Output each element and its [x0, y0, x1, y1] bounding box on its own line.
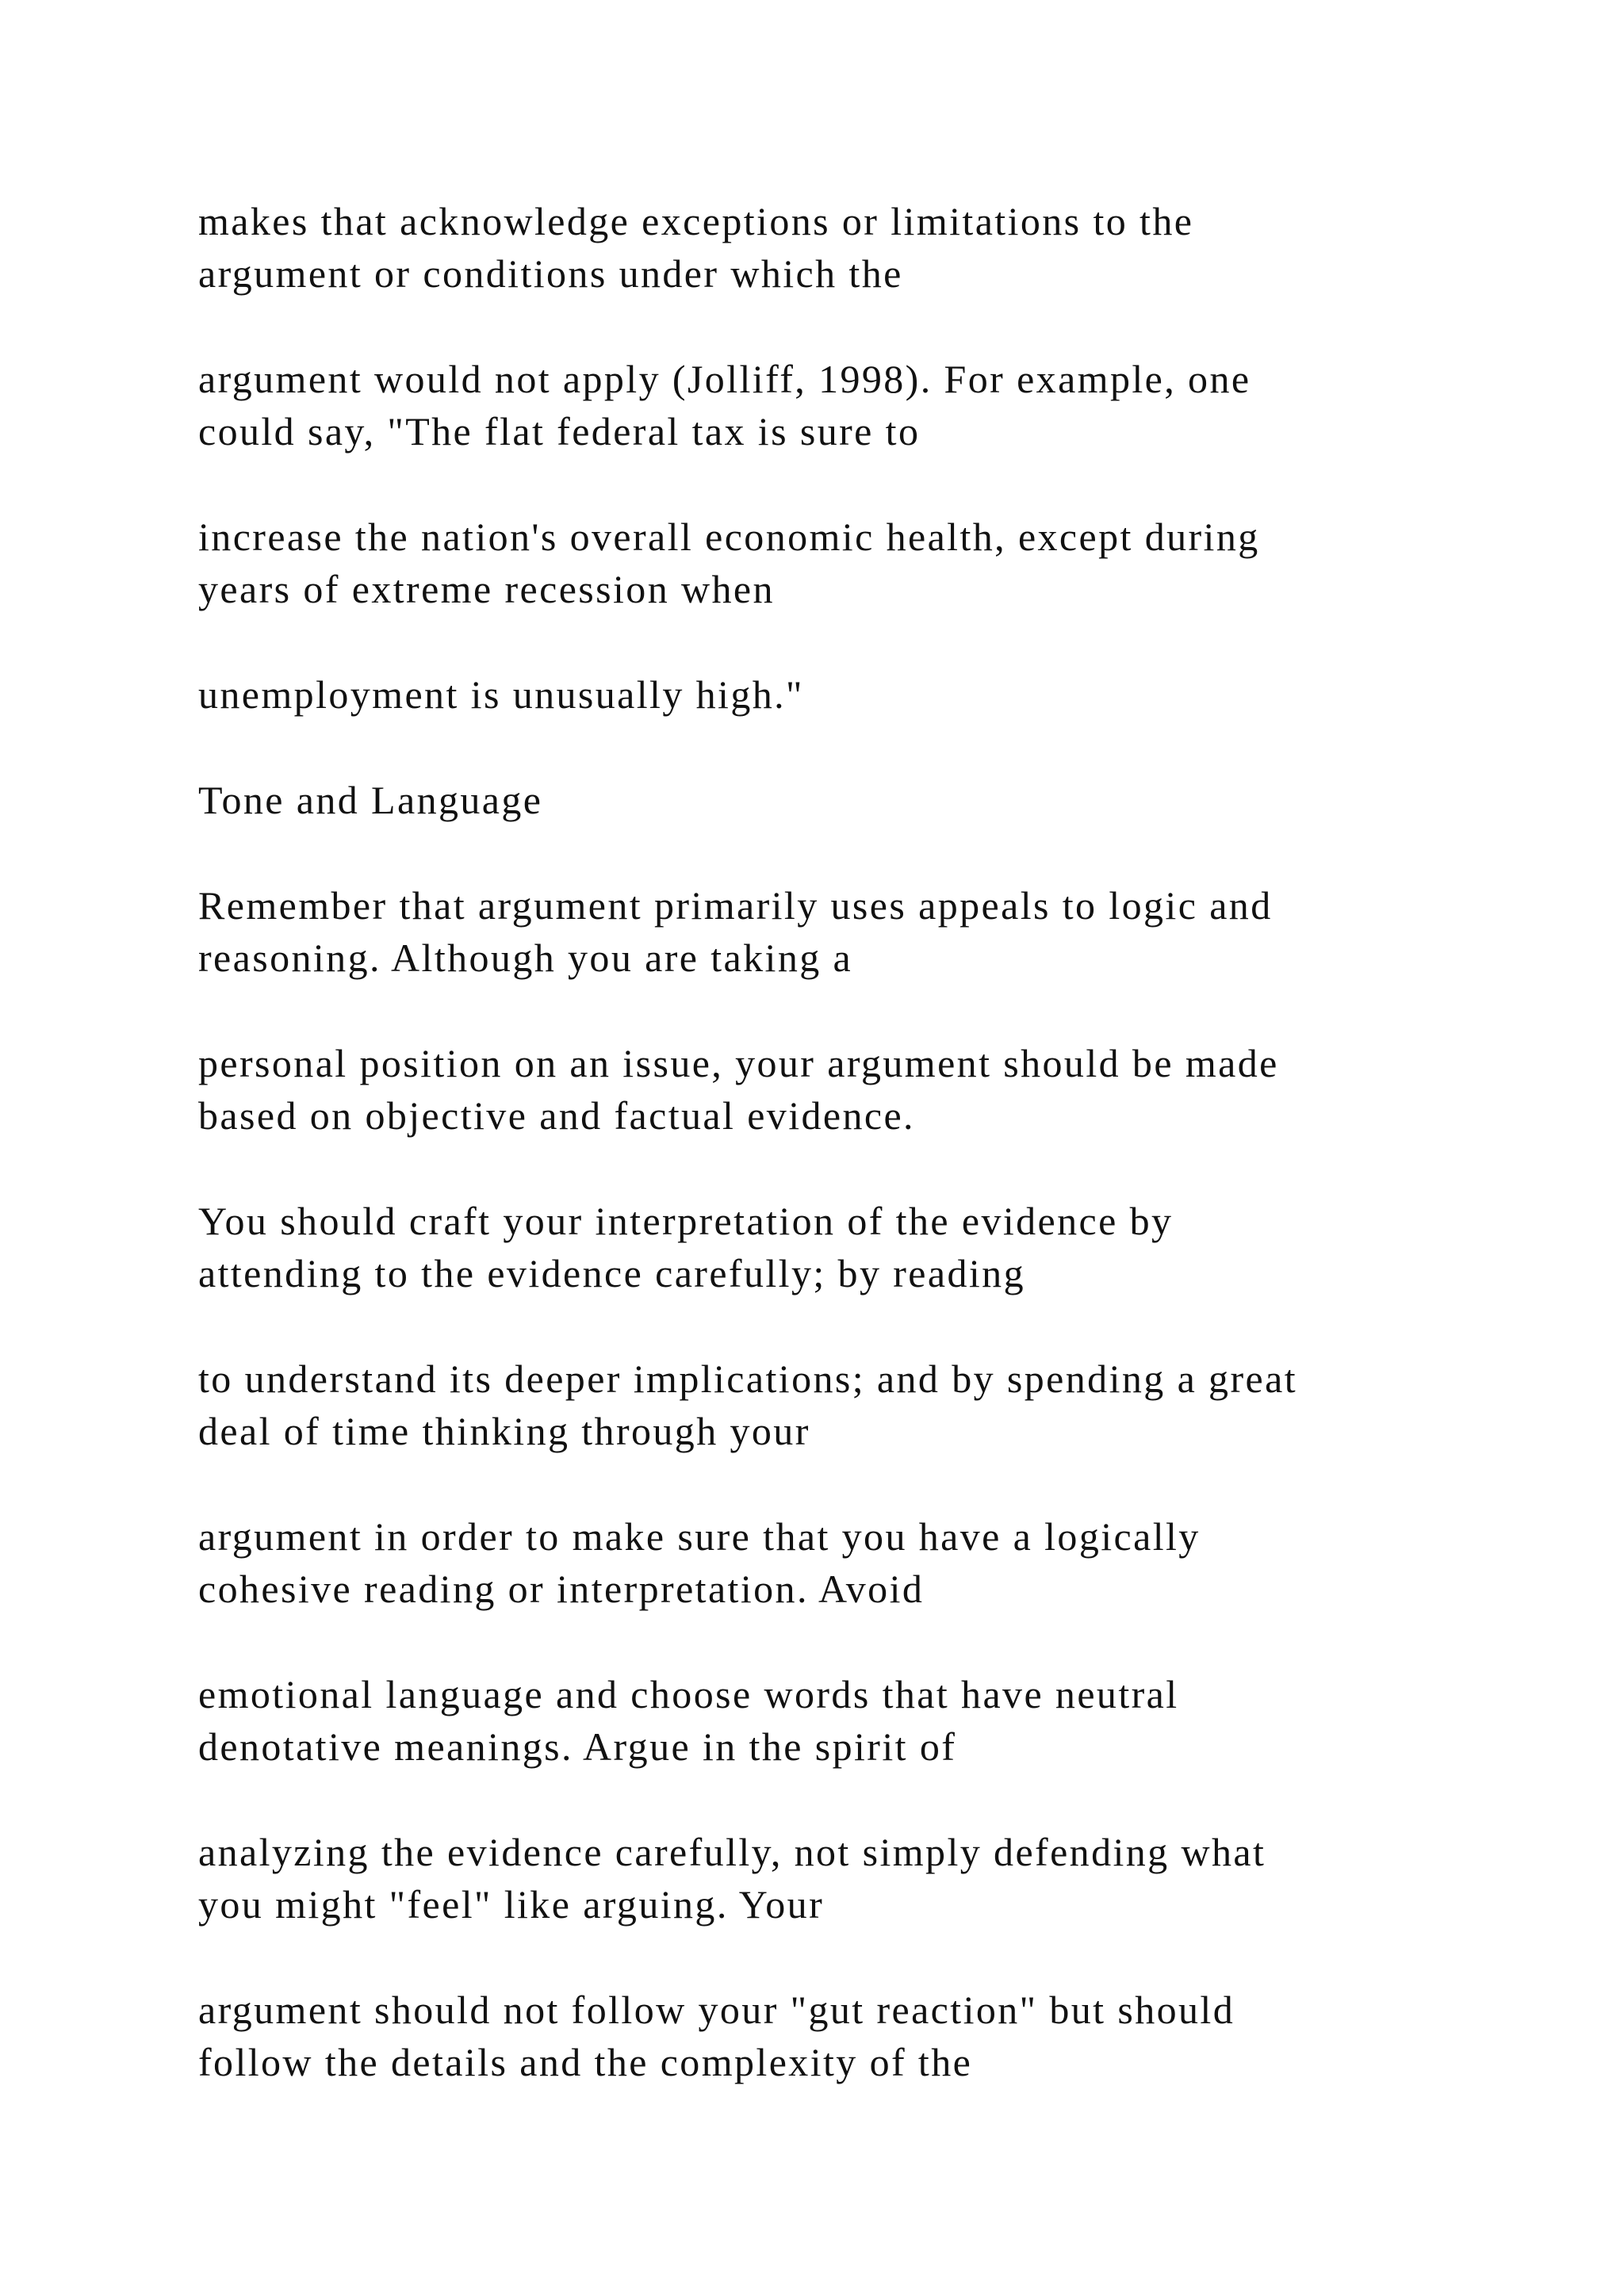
text-line: argument or conditions under which the	[198, 251, 903, 296]
paragraph-11	[198, 1668, 1483, 1773]
paragraph-1	[198, 195, 1483, 300]
text-line: denotative meanings. Argue in the spirit of	[198, 1724, 957, 1769]
paragraph-9	[198, 1353, 1483, 1457]
text-line: attending to the evidence carefully; by reading	[198, 1251, 1025, 1295]
paragraph-7	[198, 1037, 1483, 1142]
text-line: makes that acknowledge exceptions or limitations to the	[198, 199, 1194, 243]
paragraph-8	[198, 1195, 1483, 1299]
text-line: reasoning. Although you are taking a	[198, 936, 853, 980]
text-line: argument should not follow your "gut reaction" but should	[198, 1988, 1235, 2032]
paragraph-13	[198, 1984, 1483, 2088]
text-line: could say, "The flat federal tax is sure to	[198, 409, 921, 453]
text-line: you might "feel" like arguing. Your	[198, 1882, 825, 1927]
text-line: based on objective and factual evidence.	[198, 1093, 915, 1138]
text-line: cohesive reading or interpretation. Avoid	[198, 1567, 925, 1611]
paragraph-4	[198, 668, 1483, 721]
text-line: deal of time thinking through your	[198, 1409, 810, 1453]
paragraph-12	[198, 1826, 1483, 1931]
paragraph-3	[198, 511, 1483, 615]
text-line: emotional language and choose words that have neutral	[198, 1672, 1179, 1716]
paragraph-10	[198, 1510, 1483, 1615]
text-line: analyzing the evidence carefully, not simply defending what	[198, 1830, 1266, 1874]
text-line: personal position on an issue, your argument should be made	[198, 1041, 1279, 1085]
section-heading	[198, 774, 1483, 826]
heading-text: Tone and Language	[198, 778, 543, 822]
text-line: unemployment is unusually high."	[198, 672, 804, 717]
text-line: follow the details and the complexity of the	[198, 2040, 973, 2084]
text-line: argument in order to make sure that you have a logically	[198, 1514, 1201, 1559]
text-line: You should craft your interpretation of the evidence by	[198, 1199, 1174, 1243]
text-line: increase the nation's overall economic health, except during	[198, 515, 1260, 559]
paragraph-2	[198, 353, 1483, 457]
text-line: years of extreme recession when	[198, 567, 775, 611]
paragraph-6	[198, 879, 1483, 984]
text-line: to understand its deeper implications; and by spending a great	[198, 1357, 1297, 1401]
document-page	[198, 195, 1483, 2141]
text-line: argument would not apply (Jolliff, 1998). For example, one	[198, 357, 1251, 401]
text-line: Remember that argument primarily uses appeals to logic and	[198, 883, 1273, 928]
